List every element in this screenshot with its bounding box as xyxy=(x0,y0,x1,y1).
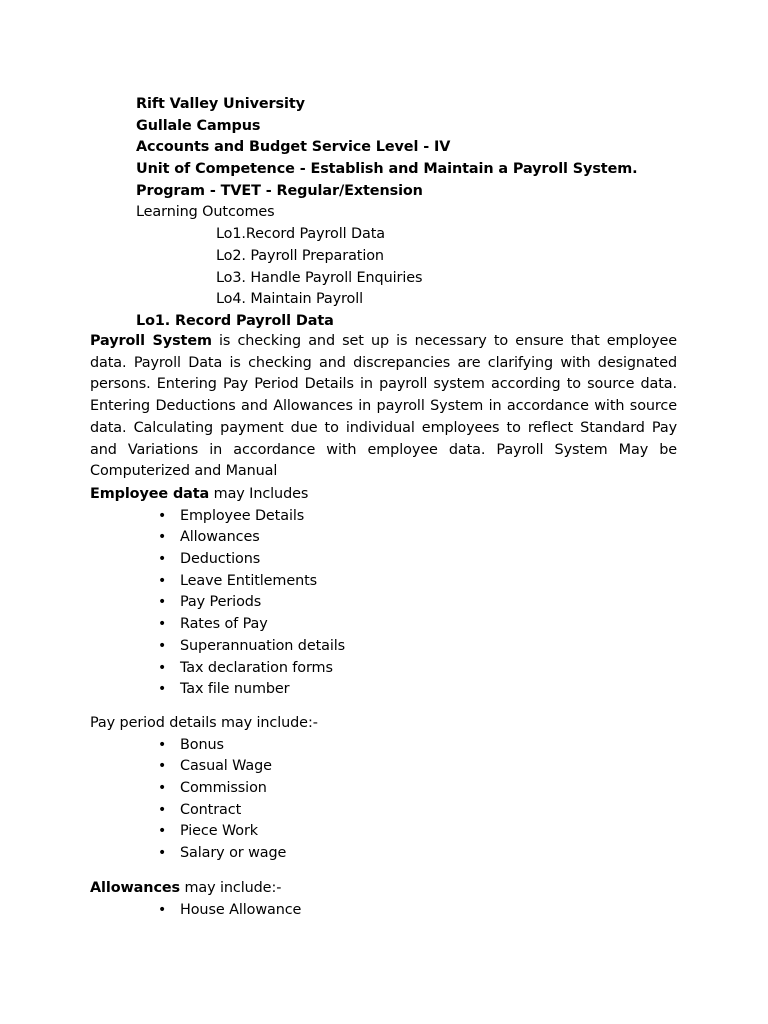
bullet-icon: • xyxy=(158,637,167,654)
bullet-icon: • xyxy=(158,780,167,797)
list-item-text: Leave Entitlements xyxy=(180,572,318,589)
list-item xyxy=(158,658,677,680)
list-item xyxy=(158,506,677,528)
payroll-system-lead: Payroll System xyxy=(90,333,212,349)
university-name: Rift Valley University xyxy=(136,96,305,112)
list-item-text: Commission xyxy=(180,780,267,797)
bullet-icon: • xyxy=(158,529,167,546)
list-item-text: Tax file number xyxy=(180,681,290,698)
pay-period-title: Pay period details may include:- xyxy=(90,715,318,731)
bullet-icon: • xyxy=(158,758,167,775)
employee-data-title xyxy=(90,484,677,506)
bullet-icon: • xyxy=(158,823,167,840)
unit-of-competence: Unit of Competence - Establish and Maintain a Payroll System. xyxy=(136,161,638,178)
bullet-icon: • xyxy=(158,901,167,918)
list-item-text: Pay Periods xyxy=(180,594,262,611)
lo1-heading: Lo1. Record Payroll Data xyxy=(136,312,334,329)
allowances-title xyxy=(90,878,677,900)
list-item-text: Bonus xyxy=(180,736,224,753)
bullet-icon: • xyxy=(158,551,167,568)
list-item xyxy=(158,756,677,778)
employee-data-list xyxy=(90,506,677,701)
list-item xyxy=(158,636,677,658)
list-item-text: Employee Details xyxy=(180,507,305,524)
allowances-lead: Allowances xyxy=(90,880,180,896)
bullet-icon: • xyxy=(158,736,167,753)
bullet-icon: • xyxy=(158,507,167,524)
list-item xyxy=(158,900,677,922)
list-item xyxy=(158,800,677,822)
document-header xyxy=(136,94,696,333)
list-item xyxy=(158,821,677,843)
list-item xyxy=(158,614,677,636)
course-title: Accounts and Budget Service Level - IV xyxy=(136,139,451,156)
pay-period-section xyxy=(90,713,677,865)
allowances-list xyxy=(90,900,677,922)
learning-outcome-item: Lo3. Handle Payroll Enquiries xyxy=(216,269,423,286)
campus-name: Gullale Campus xyxy=(136,117,261,134)
list-item xyxy=(158,549,677,571)
list-item-text: Tax declaration forms xyxy=(180,659,333,676)
list-item-text: Deductions xyxy=(180,551,261,568)
bullet-icon: • xyxy=(158,801,167,818)
bullet-icon: • xyxy=(158,845,167,862)
bullet-icon: • xyxy=(158,594,167,611)
list-item xyxy=(158,735,677,757)
list-item xyxy=(158,571,677,593)
bullet-icon: • xyxy=(158,659,167,676)
list-item-text: Allowances xyxy=(180,529,260,546)
payroll-system-paragraph xyxy=(90,331,677,483)
payroll-system-text: is checking and set up is necessary to ensure that employee data. Payroll Data is checking and discrepancies are clarifying with designated persons. Entering Pay Period Details in payroll system according to source data. Entering Deductions and Allowances in payroll System in accordance with source data. Calculating payment due to individual employees to reflect Standard Pay and Variations in accordance with employee data. Payroll System May be Computerized and Manual xyxy=(90,333,677,480)
bullet-icon: • xyxy=(158,681,167,698)
list-item-text: Rates of Pay xyxy=(180,616,268,633)
list-item xyxy=(158,679,677,701)
bullet-icon: • xyxy=(158,572,167,589)
list-item-text: Casual Wage xyxy=(180,758,272,775)
payroll-system-section xyxy=(90,331,677,483)
pay-period-list xyxy=(90,735,677,865)
learning-outcome-item: Lo4. Maintain Payroll xyxy=(216,291,364,308)
list-item-text: Contract xyxy=(180,801,242,818)
list-item xyxy=(158,778,677,800)
list-item xyxy=(158,843,677,865)
learning-outcome-item: Lo2. Payroll Preparation xyxy=(216,247,384,264)
learning-outcome-item: Lo1.Record Payroll Data xyxy=(216,226,385,243)
employee-data-lead: Employee data xyxy=(90,486,210,502)
list-item-text: Superannuation details xyxy=(180,637,346,654)
list-item-text: Piece Work xyxy=(180,823,258,840)
allowances-rest: may include:- xyxy=(180,880,282,896)
allowances-section xyxy=(90,878,677,921)
learning-outcomes-label: Learning Outcomes xyxy=(136,204,275,221)
program-line: Program - TVET - Regular/Extension xyxy=(136,182,423,199)
list-item xyxy=(158,592,677,614)
list-item xyxy=(158,527,677,549)
list-item-text: House Allowance xyxy=(180,901,302,918)
employee-data-rest: may Includes xyxy=(209,486,309,502)
list-item-text: Salary or wage xyxy=(180,845,287,862)
bullet-icon: • xyxy=(158,616,167,633)
employee-data-section xyxy=(90,484,677,701)
